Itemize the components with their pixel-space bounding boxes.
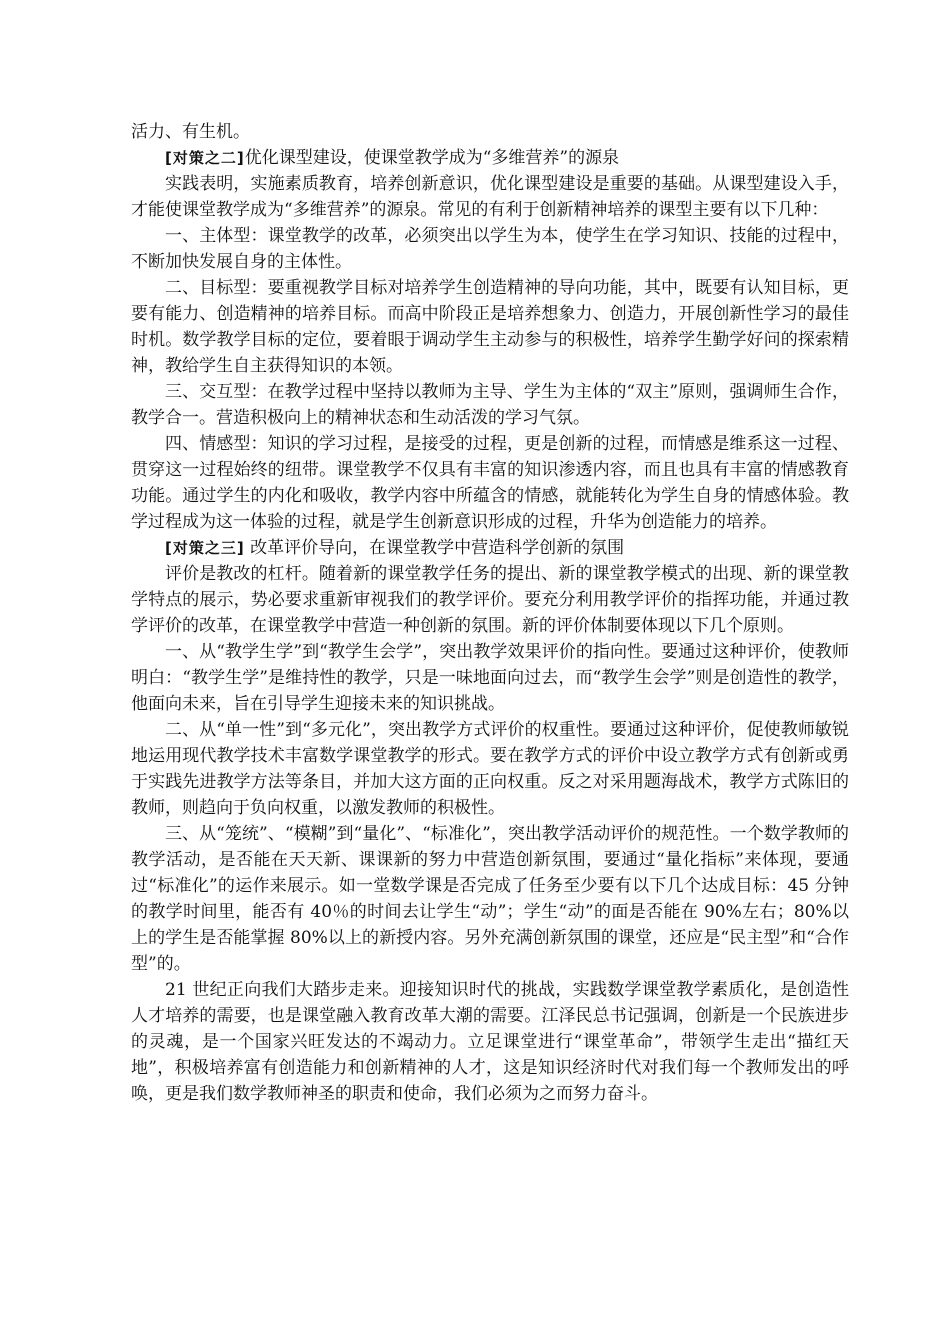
paragraph-evaluation: 评价是教改的杠杆。随着新的课堂教学任务的提出、新的课堂教学模式的出现、新的课堂教学特点的展示，势必要求重新审视我们的教学评价。要充分利用教学评价的指挥功能，并通过教学评价的改革，在课堂教学中营造一种创新的氛围。新的评价体制要体现以下几个原则。 [131, 564, 849, 636]
strategy-3-tag: [对策之三] [165, 539, 245, 557]
paragraph-continuation: 活力、有生机。 [131, 122, 250, 142]
section-heading-strategy-3 [131, 535, 849, 561]
strategy-3-title: 改革评价导向，在课堂教学中营造科学创新的氛围 [244, 538, 625, 558]
paragraph-interactive-type: 三、交互型：在教学过程中坚持以教师为主导、学生为主体的“双主”原则，强调师生合作，教学合一。营造积极向上的精神状态和生动活泼的学习气氛。 [131, 382, 849, 428]
document-page [131, 119, 849, 1107]
paragraph-principle-1: 一、从“教学生学”到“教学生会学”，突出教学效果评价的指向性。要通过这种评价，使教师明白：“教学生学”是维持性的教学，只是一味地面向过去，而“教学生会学”则是创造性的教学，他面向未来，旨在引导学生迎接未来的知识挑战。 [131, 642, 849, 714]
paragraph-principle-2: 二、从“单一性”到“多元化”，突出教学方式评价的权重性。要通过这种评价，促使教师敏锐地运用现代教学技术丰富数学课堂教学的形式。要在教学方式的评价中设立教学方式有创新或勇于实践先进教学方法等条目，并加大这方面的正向权重。反之对采用题海战术，教学方式陈旧的教师，则趋向于负向权重，以激发教师的积极性。 [131, 720, 849, 818]
paragraph-goal-type: 二、目标型：要重视教学目标对培养学生创造精神的导向功能，其中，既要有认知目标，更要有能力、创造精神的培养目标。而高中阶段正是培养想象力、创造力，开展创新性学习的最佳时机。数学教学目标的定位，要着眼于调动学生主动参与的积极性，培养学生勤学好问的探索精神，教给学生自主获得知识的本领。 [131, 278, 849, 376]
paragraph-practice: 实践表明，实施素质教育，培养创新意识，优化课型建设是重要的基础。从课型建设入手，才能使课堂教学成为“多维营养”的源泉。常见的有利于创新精神培养的课型主要有以下几种： [131, 174, 849, 220]
strategy-2-tag: [对策之二] [165, 149, 245, 167]
strategy-2-title: 优化课型建设，使课堂教学成为“多维营养”的源泉 [244, 148, 620, 168]
section-heading-strategy-2 [131, 145, 849, 171]
paragraph-emotion-type: 四、情感型：知识的学习过程，是接受的过程，更是创新的过程，而情感是维系这一过程、贯穿这一过程始终的纽带。课堂教学不仅具有丰富的知识渗透内容，而且也具有丰富的情感教育功能。通过学生的内化和吸收，教学内容中所蕴含的情感，就能转化为学生自身的情感体验。教学过程成为这一体验的过程，就是学生创新意识形成的过程，升华为创造能力的培养。 [131, 434, 849, 532]
paragraph-principle-3: 三、从“笼统”、“模糊”到“量化”、“标准化”，突出教学活动评价的规范性。一个数学教师的教学活动，是否能在天天新、课课新的努力中营造创新氛围，要通过“量化指标”来体现，要通过“标准化”的运作来展示。如一堂数学课是否完成了任务至少要有以下几个达成目标：45 分钟的教学时间里，能否有 40％的时间去让学生“动”；学生“动”的面是否能在 90%左右；80%以上的学生是否能掌握 80%以上的新授内容。另外充满创新氛围的课堂，还应是“民主型”和“合作型”的。 [131, 824, 849, 974]
paragraph-conclusion: 21 世纪正向我们大踏步走来。迎接知识时代的挑战，实践数学课堂教学素质化，是创造性人才培养的需要，也是课堂融入教育改革大潮的需要。江泽民总书记强调，创新是一个民族进步的灵魂，是一个国家兴旺发达的不竭动力。立足课堂进行“课堂革命”，带领学生走出“描红天地”，积极培养富有创造能力和创新精神的人才，这是知识经济时代对我们每一个教师发出的呼唤，更是我们数学教师神圣的职责和使命，我们必须为之而努力奋斗。 [131, 980, 849, 1104]
paragraph-subject-type: 一、主体型：课堂教学的改革，必须突出以学生为本，使学生在学习知识、技能的过程中，不断加快发展自身的主体性。 [131, 226, 849, 272]
